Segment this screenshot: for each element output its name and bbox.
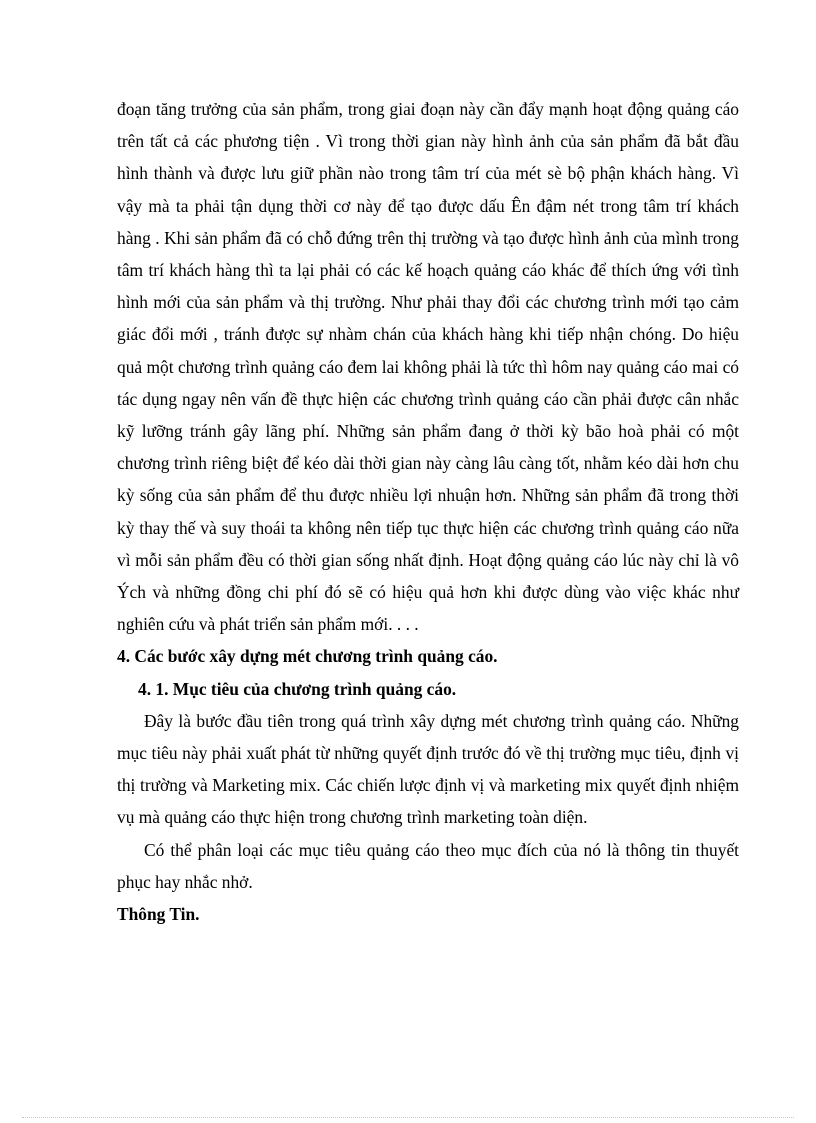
page-content <box>117 93 739 930</box>
paragraph-objectives-intro: Đây là bước đầu tiên trong quá trình xây dựng mét chương trình quảng cáo. Những mục tiêu này phải xuất phát từ những quyết định trước đó về thị trường mục tiêu, định vị thị trường và Marketing mix. Các chiến lược định vị và marketing mix quyết định nhiệm vụ mà quảng cáo thực hiện trong chương trình marketing toàn diện. <box>117 710 739 828</box>
paragraph-objectives-classification: Có thể phân loại các mục tiêu quảng cáo theo mục đích của nó là thông tin thuyết phục hay nhắc nhở. <box>117 839 739 892</box>
section-heading-4: 4. Các bước xây dựng mét chương trình quảng cáo. <box>117 646 498 667</box>
heading-thong-tin: Thông Tin. <box>117 904 200 925</box>
page-bottom-divider <box>22 1117 794 1118</box>
subsection-heading-4-1: 4. 1. Mục tiêu của chương trình quảng cáo. <box>138 678 457 699</box>
paragraph-product-lifecycle-advertising: đoạn tăng trưởng của sản phẩm, trong giai đoạn này cần đẩy mạnh hoạt động quảng cáo trên tất cả các phương tiện . Vì trong thời gian này hình ảnh của sản phẩm đã bắt đầu hình thành và được lưu giữ phần nào trong tâm trí của mét sè bộ phận khách hàng. Vì vậy mà ta phải tận dụng thời cơ này để tạo được dấu Ên đậm nét trong tâm trí khách hàng . Khi sản phẩm đã có chỗ đứng trên thị trường và tạo được hình ảnh của mình trong tâm trí khách hàng thì ta lại phải có các kế hoạch quảng cáo khác để thích ứng với tình hình mới của sản phẩm và thị trường. Như phải thay đổi các chương trình mới tạo cảm giác đổi mới , tránh được sự nhàm chán của khách hàng khi tiếp nhận chóng. Do hiệu quả một chương trình quảng cáo đem lai không phải là tức thì hôm nay quảng cáo mai có tác dụng ngay nên vấn đề thực hiện các chương trình quảng cáo cần phải được cân nhắc kỹ lưỡng tránh gây lãng phí. Những sản phẩm đang ở thời kỳ bão hoà phải có một chương trình riêng biệt để kéo dài thời gian này càng lâu càng tốt, nhằm kéo dài hơn chu kỳ sống của sản phẩm để thu được nhiều lợi nhuận hơn. Những sản phẩm đã trong thời kỳ thay thế và suy thoái ta không nên tiếp tục thực hiện các chương trình quảng cáo nữa vì mỗi sản phẩm đều có thời gian sống nhất định. Hoạt động quảng cáo lúc này chỉ là vô Ých và những đồng chi phí đó sẽ có hiệu quả hơn khi được dùng vào việc khác như nghiên cứu và phát triển sản phẩm mới. . . . <box>117 99 739 635</box>
